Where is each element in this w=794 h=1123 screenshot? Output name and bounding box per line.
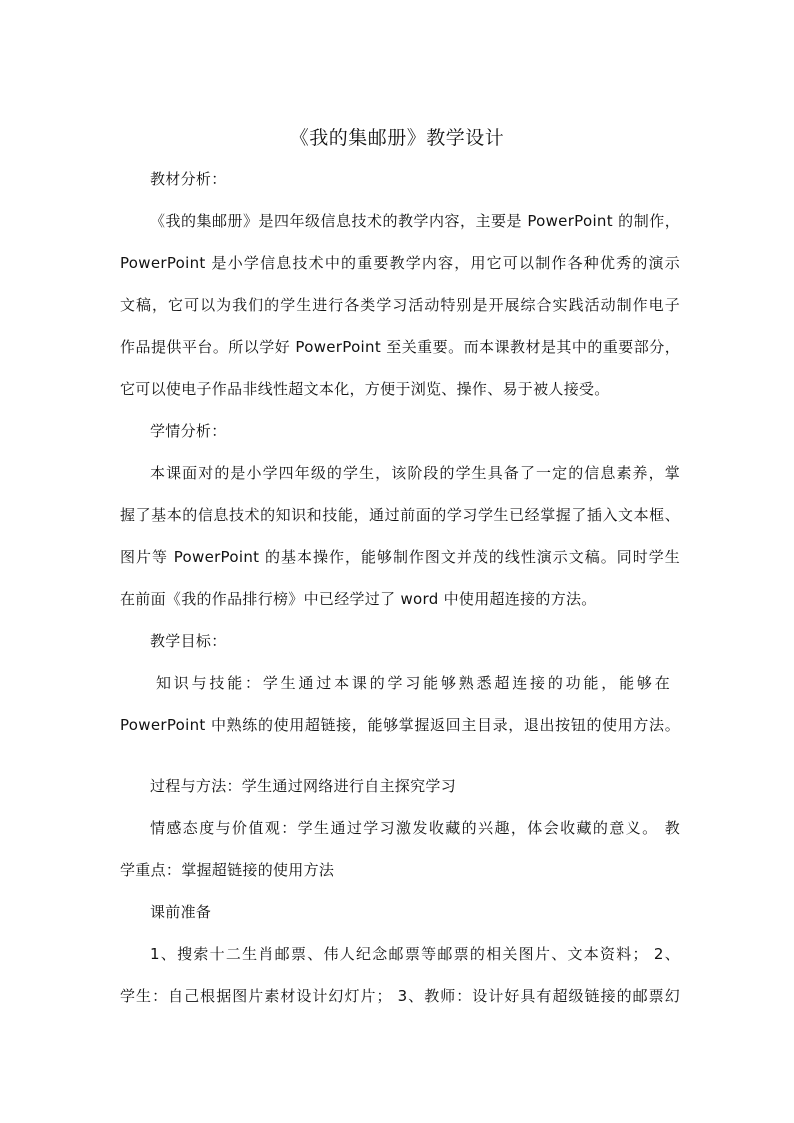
paragraph-line: 知识与技能：学生通过本课的学习能够熟悉超连接的功能，能够在	[156, 674, 670, 692]
paragraph-line: 在前面《我的作品排行榜》中已经学过了 word 中使用超连接的方法。	[120, 590, 597, 608]
paragraph-line: 《我的集邮册》是四年级信息技术的教学内容，主要是 PowerPoint 的制作，	[150, 212, 680, 230]
paragraph-line: 它可以使电子作品非线性超文本化，方便于浏览、操作、易于被人接受。	[120, 380, 610, 398]
paragraph-line: PowerPoint 是小学信息技术中的重要教学内容，用它可以制作各种优秀的演示	[120, 254, 680, 272]
paragraph-line: 情感态度与价值观：学生通过学习激发收藏的兴趣，体会收藏的意义。 教	[150, 819, 680, 837]
heading-textbook-analysis: 教材分析：	[150, 170, 227, 188]
paragraph-line: 握了基本的信息技术的知识和技能，通过前面的学习学生已经掌握了插入文本框、	[120, 506, 680, 524]
heading-preparation: 课前准备	[150, 903, 212, 921]
paragraph-line: PowerPoint 中熟练的使用超链接，能够掌握返回主目录，退出按钮的使用方法。	[120, 716, 680, 734]
paragraph-line: 1、搜索十二生肖邮票、伟人纪念邮票等邮票的相关图片、文本资料； 2、	[150, 945, 680, 963]
paragraph-line: 文稿，它可以为我们的学生进行各类学习活动特别是开展综合实践活动制作电子	[120, 296, 680, 314]
paragraph-line: 学生：自己根据图片素材设计幻灯片； 3、教师：设计好具有超级链接的邮票幻	[120, 987, 680, 1005]
document-title: 《我的集邮册》教学设计	[289, 127, 505, 149]
paragraph-line: 本课面对的是小学四年级的学生，该阶段的学生具备了一定的信息素养，掌	[150, 464, 680, 482]
paragraph-line: 学重点：掌握超链接的使用方法	[120, 861, 335, 879]
heading-learner-analysis: 学情分析：	[150, 422, 227, 440]
paragraph-line: 图片等 PowerPoint 的基本操作，能够制作图文并茂的线性演示文稿。同时学生	[120, 548, 680, 566]
paragraph-line: 作品提供平台。所以学好 PowerPoint 至关重要。而本课教材是其中的重要部分，	[120, 338, 680, 356]
paragraph-line: 过程与方法：学生通过网络进行自主探究学习	[150, 777, 457, 795]
heading-teaching-goals: 教学目标：	[150, 632, 227, 650]
